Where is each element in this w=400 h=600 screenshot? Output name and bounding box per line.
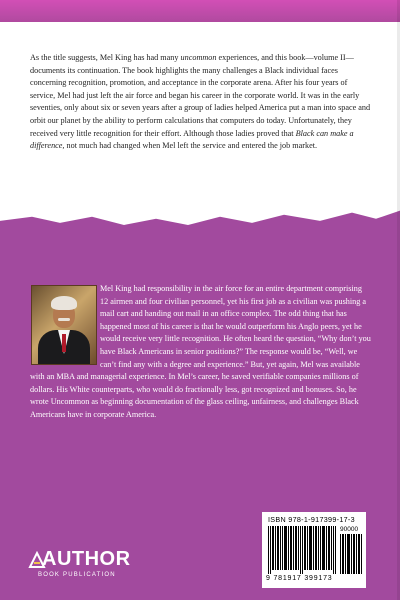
price-bars-icon <box>340 534 362 574</box>
synopsis-paragraph <box>30 52 372 153</box>
author-bio-paragraph <box>30 283 372 422</box>
synopsis-part-3: not much had changed when Mel left the service and entered the job market. <box>64 141 318 151</box>
barcode-bars-icon <box>268 526 338 574</box>
isbn-barcode <box>262 512 366 588</box>
publisher-logo-subtitle: BOOK PUBLICATION <box>38 572 116 578</box>
isbn-label: ISBN 978-1-917399-17-3 <box>268 515 355 524</box>
publisher-logo <box>28 548 148 588</box>
synopsis-emphasis-difference: Black can make a difference, <box>30 128 354 151</box>
synopsis-part-1: As the title suggests, Mel King has had many <box>30 53 181 62</box>
publisher-logo-text: AUTHOR <box>42 548 131 570</box>
price-code: 90000 <box>340 526 359 533</box>
synopsis-emphasis-uncommon: uncommon <box>180 53 217 62</box>
top-color-strip <box>0 0 400 22</box>
author-bio-text: Mel King had responsibility in the air force for an entire department comprising 12 airmen and four civilian personnel, yet his first job as a civilian was pushing a mail cart and handing out mail in an office complex. The odd thing that has happened most of his career is that he would outperform his Anglo peers, yet he would receive very little recognition. He often heard the question, “Why don’t you have Black Americans in senior positions?” The response would be, “Well, we can’t find any with a degree and experience.” But, yet again, Mel was available with an MBA and managerial experience. In Mel’s career, he saved verifiable companies millions of dollars. His White counterparts, who would do fractionally less, got recognized and bonuses. So, he wrote Uncommon as beginning documentation of the glass ceiling, unfairness, and challenges Black Americans have in corporate America. <box>30 284 371 419</box>
isbn-number: 9 781917 399173 <box>266 575 333 582</box>
synopsis-part-2: experiences, and this book—volume II—documents its continuation. The book highlights the many challenges a Black individual faces concerning recognition, promotion, and acceptance in the corporate arena. After his four years of service, Mel had just left the air force and began his career in the corporate world. It was in the early seventies, only about six or seven years after a group of ladies helped America put a man into space and orbit our planet by the ability to perform calculations that computers do today. Unfortunately, they received very little recognition for their effort. Although those ladies proved that <box>30 53 371 138</box>
